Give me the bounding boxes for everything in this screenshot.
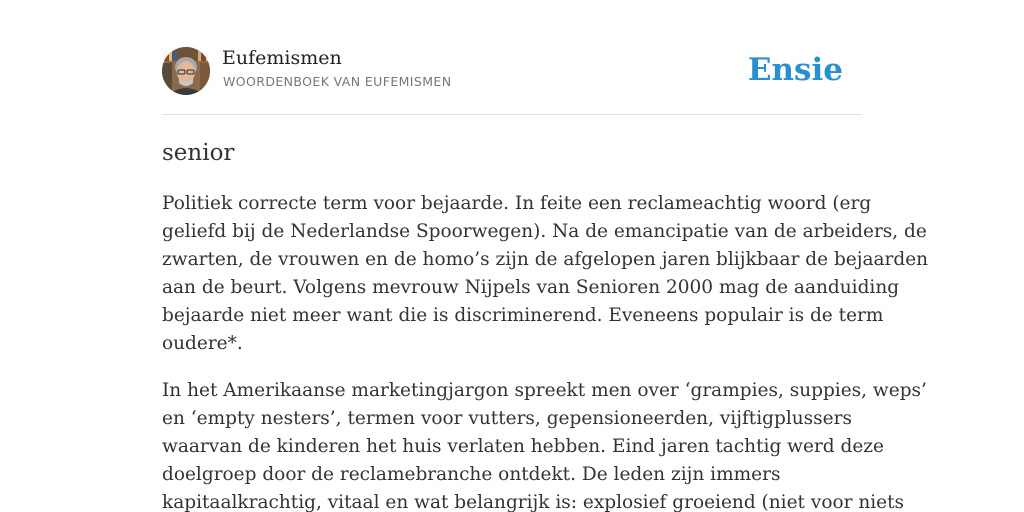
text-line: en ‘empty nesters’, termen voor vutters, gepensioneerden, vijftigplussers <box>162 408 852 429</box>
entry-definition <box>162 190 929 512</box>
text-line: Politiek correcte term voor bejaarde. In feite een reclameachtig woord (erg <box>162 193 872 214</box>
author-avatar[interactable] <box>162 47 210 95</box>
text-line: geliefd bij de Nederlandse Spoorwegen). Na de emancipatie van de arbeiders, de <box>162 221 927 242</box>
text-line: aan de beurt. Volgens mevrouw Nijpels van Senioren 2000 mag de aanduiding <box>162 277 900 298</box>
portrait-icon <box>162 47 210 95</box>
ensie-logo[interactable]: Ensie <box>747 52 843 88</box>
dictionary-subtitle: WOORDENBOEK VAN EUFEMISMEN <box>223 74 452 89</box>
text-line: waarvan de kinderen het huis verlaten hebben. Eind jaren tachtig werd deze <box>162 436 885 457</box>
text-line: In het Amerikaanse marketingjargon spreekt men over ‘grampies, suppies, weps’ <box>162 380 927 401</box>
definition-paragraph <box>162 377 927 512</box>
text-line: kapitaalkrachtig, vitaal en wat belangrijk is: explosief groeiend (niet voor niets <box>162 492 905 512</box>
text-line: bejaarde niet meer want die is discriminerend. Eveneens populair is de term <box>162 305 884 326</box>
dictionary-header <box>162 46 862 115</box>
text-line: doelgroep door de reclamebranche ontdekt. De leden zijn immers <box>162 464 781 485</box>
text-line: zwarten, de vrouwen en de homo’s zijn de afgelopen jaren blijkbaar de bejaarden <box>162 249 929 270</box>
definition-paragraph <box>162 190 929 358</box>
entry-term: senior <box>162 140 235 166</box>
dictionary-name[interactable]: Eufemismen <box>222 47 342 69</box>
text-line: oudere*. <box>162 333 243 354</box>
